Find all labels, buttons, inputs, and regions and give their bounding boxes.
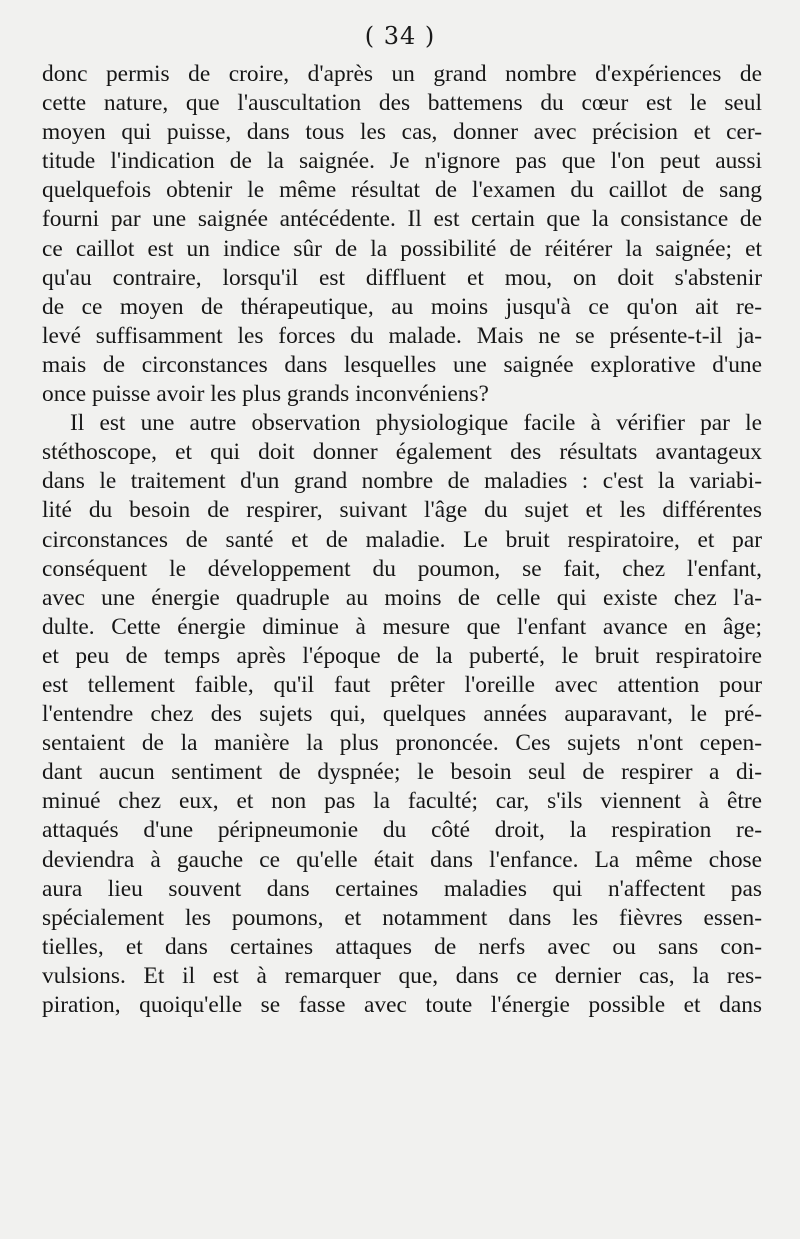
text-line: de ce moyen de thérapeutique, au moins jusqu'à ce qu'on ait re- <box>42 293 762 320</box>
text-line: moyen qui puisse, dans tous les cas, donner avec précision et cer- <box>42 119 762 146</box>
text-line: dulte. Cette énergie diminue à mesure que l'enfant avance en âge; <box>42 613 762 640</box>
text-line: ce caillot est un indice sûr de la possibilité de réitérer la saignée; et <box>42 235 762 262</box>
text-line: et peu de temps après l'époque de la puberté, le bruit respiratoire <box>42 642 762 669</box>
text-line: l'entendre chez des sujets qui, quelques années auparavant, le pré- <box>42 701 762 728</box>
text-line: spécialement les poumons, et notamment dans les fièvres essen- <box>42 904 762 931</box>
text-line: stéthoscope, et qui doit donner également des résultats avantageux <box>42 439 762 466</box>
text-line: minué chez eux, et non pas la faculté; car, s'ils viennent à être <box>42 788 762 815</box>
text-line: circonstances de santé et de maladie. Le bruit respiratoire, et par <box>42 526 762 553</box>
text-line: aura lieu souvent dans certaines maladies qui n'affectent pas <box>42 875 762 902</box>
text-line: lité du besoin de respirer, suivant l'âge du sujet et les différentes <box>42 497 762 524</box>
text-line: tielles, et dans certaines attaques de nerfs avec ou sans con- <box>42 933 762 960</box>
text-line: avec une énergie quadruple au moins de celle qui existe chez l'a- <box>42 584 762 611</box>
text-line: titude l'indication de la saignée. Je n'ignore pas que l'on peut aussi <box>42 148 762 175</box>
paragraph <box>42 60 762 409</box>
text-line: piration, quoiqu'elle se fasse avec toute l'énergie possible et dans <box>42 992 762 1018</box>
text-line: vulsions. Et il est à remarquer que, dans ce dernier cas, la res- <box>42 962 762 989</box>
text-line: conséquent le développement du poumon, se fait, chez l'enfant, <box>42 555 762 582</box>
text-line: dans le traitement d'un grand nombre de maladies : c'est la variabi- <box>42 468 762 495</box>
body-text <box>42 60 762 1020</box>
text-line: Il est une autre observation physiologique facile à vérifier par le <box>70 410 762 437</box>
text-line: cette nature, que l'auscultation des battemens du cœur est le seul <box>42 90 762 117</box>
text-line: est tellement faible, qu'il faut prêter l'oreille avec attention pour <box>42 671 762 698</box>
text-line: once puisse avoir les plus grands inconvéniens? <box>42 381 489 408</box>
text-line: deviendra à gauche ce qu'elle était dans l'enfance. La même chose <box>42 846 762 873</box>
text-line: quelquefois obtenir le même résultat de l'examen du caillot de sang <box>42 177 762 204</box>
text-line: attaqués d'une péripneumonie du côté droit, la respiration re- <box>42 817 762 844</box>
page-number: ( 34 ) <box>364 22 436 50</box>
text-line: fourni par une saignée antécédente. Il est certain que la consistance de <box>42 206 762 233</box>
text-line: levé suffisamment les forces du malade. Mais ne se présente-t-il ja- <box>42 322 762 349</box>
text-line: mais de circonstances dans lesquelles une saignée explorative d'une <box>42 351 762 378</box>
text-line: dant aucun sentiment de dyspnée; le besoin seul de respirer a di- <box>42 759 762 786</box>
text-line: donc permis de croire, d'après un grand nombre d'expériences de <box>42 61 762 87</box>
text-line: qu'au contraire, lorsqu'il est diffluent et mou, on doit s'abstenir <box>42 264 762 291</box>
text-line: sentaient de la manière la plus prononcée. Ces sujets n'ont cepen- <box>42 730 762 757</box>
paragraph <box>42 409 762 1020</box>
